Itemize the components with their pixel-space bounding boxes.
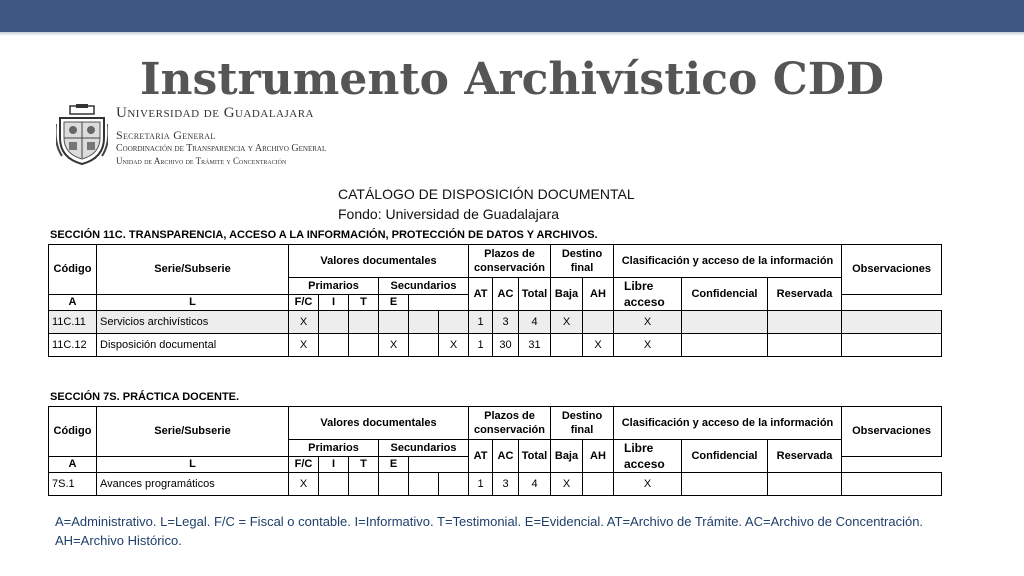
header-valores: Valores documentales — [289, 245, 469, 278]
cell-a: X — [289, 334, 319, 357]
header-primarios: Primarios — [289, 278, 379, 295]
legend-text: A=Administrativo. L=Legal. F/C = Fiscal o contable. I=Informativo. T=Testimonial. E=Evidencial. AT=Archivo de Trámite. AC=Archivo de Concentración. AH=Archivo Histórico. — [55, 514, 924, 548]
header-t: T — [349, 294, 379, 311]
cell-fc — [349, 334, 379, 357]
header-observaciones: Observaciones — [842, 407, 942, 457]
cell-i — [379, 473, 409, 496]
cell-code: 11C.12 — [49, 334, 97, 357]
catalog-fondo: Fondo: Universidad de Guadalajara — [338, 206, 560, 222]
cell-serie: Disposición documental — [97, 334, 289, 357]
cell-libre: X — [614, 311, 682, 334]
cell-fc — [349, 473, 379, 496]
catalog-title: CATÁLOGO DE DISPOSICIÓN DOCUMENTAL — [338, 186, 635, 202]
catalog-table-1 — [48, 244, 942, 357]
cell-a: X — [289, 473, 319, 496]
cell-reservada — [768, 473, 842, 496]
table-row — [49, 311, 942, 334]
table-row — [49, 334, 942, 357]
cell-serie: Avances programáticos — [97, 473, 289, 496]
cell-baja: X — [551, 473, 583, 496]
cell-ah — [583, 473, 614, 496]
cell-total: 31 — [519, 334, 551, 357]
table-row — [49, 473, 942, 496]
cell-at: 1 — [469, 334, 493, 357]
header-serie: Serie/Subserie — [97, 245, 289, 295]
header-i: I — [319, 294, 349, 311]
header-reservada: Reservada — [768, 278, 842, 311]
header-l: L — [97, 294, 289, 311]
header-primarios: Primarios — [289, 440, 379, 457]
cell-at: 1 — [469, 311, 493, 334]
cell-confidencial — [682, 473, 768, 496]
top-bar-shadow — [0, 32, 1024, 36]
cell-ah: X — [583, 334, 614, 357]
top-bar — [0, 0, 1024, 32]
header-total: Total — [519, 278, 551, 311]
header-plazos: Plazos de conservación — [469, 407, 551, 440]
university-seal-icon — [56, 104, 108, 166]
cell-code: 11C.11 — [49, 311, 97, 334]
cell-libre: X — [614, 473, 682, 496]
cell-l — [319, 334, 349, 357]
header-i: I — [319, 456, 349, 473]
cell-a: X — [289, 311, 319, 334]
cell-e — [439, 311, 469, 334]
cell-libre: X — [614, 334, 682, 357]
header-destino: Destino final — [551, 407, 614, 440]
cell-e: X — [439, 334, 469, 357]
header-reservada: Reservada — [768, 440, 842, 473]
header-baja: Baja — [551, 440, 583, 473]
cell-baja — [551, 334, 583, 357]
cell-fc — [349, 311, 379, 334]
cell-t — [409, 334, 439, 357]
header-confidencial: Confidencial — [682, 278, 768, 311]
cell-reservada — [768, 334, 842, 357]
header-fc: F/C — [289, 456, 319, 473]
header-e: E — [379, 456, 409, 473]
header-t: T — [349, 456, 379, 473]
institution-line-4: Unidad de Archivo de Trámite y Concentración — [116, 156, 287, 166]
cell-observaciones — [842, 473, 942, 496]
header-at: AT — [469, 278, 493, 311]
header-secundarios: Secundarios — [379, 440, 469, 457]
header-codigo: Código — [49, 245, 97, 295]
cell-ac: 30 — [493, 334, 519, 357]
header-serie: Serie/Subserie — [97, 407, 289, 457]
cell-total: 4 — [519, 473, 551, 496]
institution-block — [116, 104, 326, 168]
page-title: Instrumento Archivístico CDD — [139, 54, 885, 105]
cell-i — [379, 311, 409, 334]
cell-at: 1 — [469, 473, 493, 496]
header-total: Total — [519, 440, 551, 473]
header-destino: Destino final — [551, 245, 614, 278]
catalog-table-2 — [48, 406, 942, 496]
cell-e — [439, 473, 469, 496]
header-clasificacion: Clasificación y acceso de la información — [614, 245, 842, 278]
section-title-1: SECCIÓN 11C. TRANSPARENCIA, ACCESO A LA INFORMACIÓN, PROTECCIÓN DE DATOS Y ARCHIVOS. — [50, 229, 598, 241]
header-l: L — [97, 456, 289, 473]
cell-total: 4 — [519, 311, 551, 334]
institution-line-3: Coordinación de Transparencia y Archivo General — [116, 143, 327, 154]
header-libre: Libre acceso — [614, 440, 682, 473]
cell-serie: Servicios archivísticos — [97, 311, 289, 334]
header-ac: AC — [493, 440, 519, 473]
cell-i: X — [379, 334, 409, 357]
header-fc: F/C — [289, 294, 319, 311]
header-codigo: Código — [49, 407, 97, 457]
cell-ac: 3 — [493, 311, 519, 334]
header-ah: AH — [583, 440, 614, 473]
header-confidencial: Confidencial — [682, 440, 768, 473]
cell-observaciones — [842, 334, 942, 357]
institution-line-2: Secretaria General — [116, 128, 216, 142]
header-a: A — [49, 456, 97, 473]
catalog-heading — [338, 184, 635, 224]
cell-confidencial — [682, 334, 768, 357]
cell-t — [409, 311, 439, 334]
header-valores: Valores documentales — [289, 407, 469, 440]
cell-ac: 3 — [493, 473, 519, 496]
cell-l — [319, 311, 349, 334]
cell-t — [409, 473, 439, 496]
header-observaciones: Observaciones — [842, 245, 942, 295]
cell-confidencial — [682, 311, 768, 334]
header-ac: AC — [493, 278, 519, 311]
header-baja: Baja — [551, 278, 583, 311]
header-libre: Libre acceso — [614, 278, 682, 311]
cell-reservada — [768, 311, 842, 334]
cell-l — [319, 473, 349, 496]
header-ah: AH — [583, 278, 614, 311]
cell-ah — [583, 311, 614, 334]
institution-name: Universidad de Guadalajara — [116, 105, 314, 121]
header-plazos: Plazos de conservación — [469, 245, 551, 278]
header-clasificacion: Clasificación y acceso de la información — [614, 407, 842, 440]
cell-baja: X — [551, 311, 583, 334]
header-e: E — [379, 294, 409, 311]
header-secundarios: Secundarios — [379, 278, 469, 295]
header-a: A — [49, 294, 97, 311]
cell-code: 7S.1 — [49, 473, 97, 496]
cell-observaciones — [842, 311, 942, 334]
section-title-2: SECCIÓN 7S. PRÁCTICA DOCENTE. — [50, 391, 240, 403]
header-at: AT — [469, 440, 493, 473]
